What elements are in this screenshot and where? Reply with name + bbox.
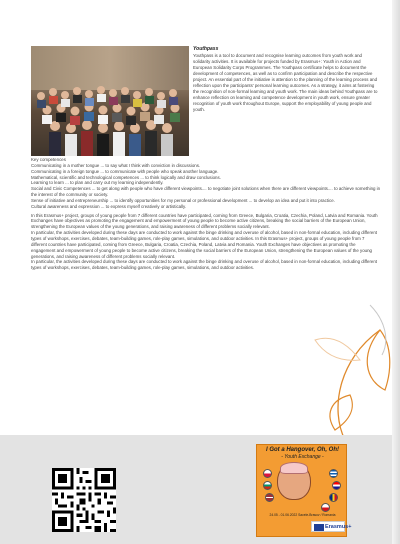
flag-romania-icon — [329, 493, 338, 502]
group-photo — [31, 46, 189, 156]
competence-item: Cultural awareness and expression ... to express myself creatively or artistically. — [31, 203, 187, 209]
youthpass-description: Youthpass is a tool to document and recognise learning outcomes from youth work and solidarity activities. It is available for projects funded by Erasmus+: Youth in Action and European Solidarity Corps Programmes. The Youthpass certificate helps to document the development of competences, as well as to confirm participation and describe the respective project. An essential part of the initiative is attention to the planning of the learning process and reflection upon the participants' personal learning outcomes. As a strategy, it aims at fostering the recognition of non-formal learning and youth work. The main ideas behind Youthpass are to enhance reflection on learning and competence development in youth work, ensure greater recognition of youth work throughout Europe, support the employability of young people and youth. — [193, 52, 378, 112]
qr-code[interactable] — [52, 468, 116, 532]
erasmus-label: Erasmus+ — [325, 523, 352, 530]
body-text — [31, 157, 381, 271]
youthpass-intro — [193, 46, 379, 113]
project-paragraph: In this Erasmus+ project, groups of young people from 7 different countries have participated, coming from Greece, Bulgaria, Croatia, Czechia, Poland, Latvia and Romania. Youth Exchanges have objectives as promoting the engagement and empowerment of young people to become active citizens, breaking the social barriers of the European Union, strengthening the European values of the young generations, and raising awareness of different problems socially relevant. — [31, 212, 378, 230]
youth-exchange-poster — [256, 444, 352, 537]
competence-item: Learning to learn ... to plan and carry out my learning independently. — [31, 180, 164, 186]
project-paragraph: In particular, the activities developed during these days are conducted to work against the binge drinking and overuse of alcohol, based in non-formal education, including different types of workshops, exercises, debates, team-building games, role-play games, simulations, and outdoor activities. — [31, 259, 378, 271]
competence-item: Sense of initiative and entrepreneurship ... to identify opportunities for my personal or professional development ... to develop an idea and put it into practice. — [31, 197, 335, 203]
brain-illustration — [280, 462, 308, 474]
poster-dates: 24.05 - 01.06.2022 Sacele-Brasov / Romania — [269, 513, 336, 517]
page-edge-shadow — [392, 0, 400, 544]
project-paragraph: In particular, the activities developed during these days are conducted to work against the binge drinking and overuse of alcohol, based in non-formal education, including different types of workshops, exercises, debates, team-building games, role-play games, simulations, and outdoor activities. In this Erasmus+ project, groups of young people from 7 different countries have participated, coming from Greece, Bulgaria, Croatia, Czechia, Poland, Latvia and Romania. Youth Exchanges have objectives as promoting the engagement and empowerment of young people to become active citizens, breaking the social barriers of the European Union, strengthening the European values of the young generations, and raising awareness of different problems socially relevant. — [31, 230, 378, 259]
poster-subtitle: - Youth Exchange - — [281, 454, 324, 460]
competence-item: Social and Civic Competences ... to get along with people who have different viewpoints.... to negotiate joint solutions when there are different viewpoints.... to achieve something in the interest of the community or society. — [31, 186, 381, 198]
competence-item: Communicating in a mother tongue ... to say what I think with conviction in discussions. — [31, 162, 201, 168]
flag-bulgaria-icon — [263, 481, 272, 490]
poster-title: I Got a Hangover, Oh, Oh! — [265, 447, 339, 453]
competence-item: Communicating in a foreign tongue ... to communicate with people who speak another language. — [31, 168, 219, 174]
erasmus-logo — [311, 521, 352, 532]
qr-code-graphic — [52, 468, 116, 532]
youthpass-title: Youthpass — [193, 46, 219, 52]
competences-heading: Key competences — [31, 157, 66, 162]
flag-greece-icon — [329, 469, 338, 478]
eu-flag-icon — [314, 524, 324, 531]
flag-czechia-icon — [321, 503, 330, 512]
leaf-decoration — [290, 300, 400, 450]
flag-latvia-icon — [265, 493, 274, 502]
flag-poland-icon — [263, 469, 272, 478]
flag-croatia-icon — [332, 481, 341, 490]
competence-item: Mathematical, scientific and technological competences ... to think logically and draw conclusions. — [31, 174, 221, 180]
group-photo-people — [31, 46, 189, 156]
